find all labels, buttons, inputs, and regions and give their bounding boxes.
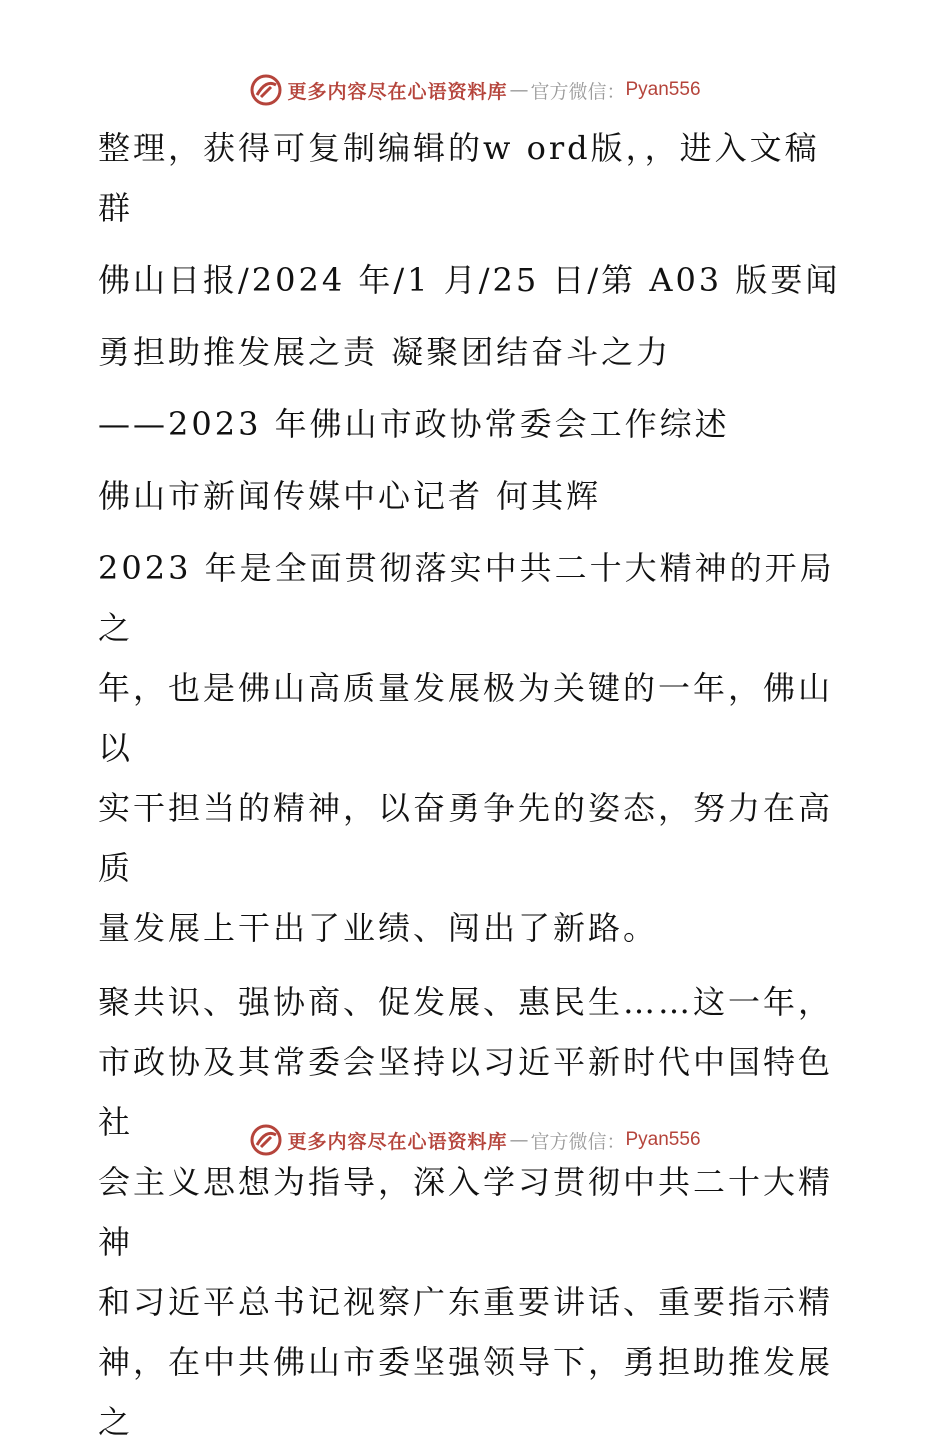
header-separator: —	[509, 79, 529, 101]
paragraph-1-line-1: 2023 年是全面贯彻落实中共二十大精神的开局之	[98, 549, 835, 647]
paragraph-1-line-3: 实干担当的精神，以奋勇争先的姿态，努力在高质	[98, 789, 834, 887]
paragraph-2-line-2: 市政协及其常委会坚持以习近平新时代中国特色社	[98, 1043, 834, 1141]
header-banner	[0, 70, 950, 110]
subtitle: ——2023 年佛山市政协常委会工作综述	[98, 405, 730, 443]
footer-brand-text: 更多内容尽在心语资料库	[287, 1130, 508, 1153]
paragraph-2-line-3: 会主义思想为指导，深入学习贯彻中共二十大精神	[98, 1163, 834, 1261]
source-line: 佛山日报/2024 年/1 月/25 日/第 A03 版要闻	[98, 261, 841, 299]
paragraph-2-line-4: 和习近平总书记视察广东重要讲话、重要指示精	[98, 1283, 834, 1321]
paragraph-1-line-2: 年，也是佛山高质量发展极为关键的一年，佛山以	[98, 669, 834, 767]
intro-line-2: 群	[98, 189, 134, 227]
footer-separator: —	[509, 1129, 529, 1151]
brand-logo-icon	[249, 73, 283, 107]
document-body	[98, 118, 850, 1452]
paragraph-1-line-4: 量发展上干出了业绩、闯出了新路。	[98, 909, 659, 947]
footer-wechat-label: 官方微信：	[530, 1130, 626, 1153]
brand-logo-icon	[249, 1123, 283, 1157]
footer-banner	[0, 1120, 950, 1160]
paragraph-2-line-5: 神，在中共佛山市委坚强领导下，勇担助推发展之	[98, 1343, 834, 1441]
byline: 佛山市新闻传媒中心记者 何其辉	[98, 477, 602, 515]
paragraph-2-line-1: 聚共识、强协商、促发展、惠民生……这一年，	[98, 983, 834, 1021]
header-wechat-id: Pyan556	[625, 79, 701, 100]
header-brand-text: 更多内容尽在心语资料库	[287, 80, 508, 103]
headline: 勇担助推发展之责 凝聚团结奋斗之力	[98, 333, 672, 371]
footer-wechat-id: Pyan556	[625, 1129, 701, 1150]
header-wechat-label: 官方微信：	[530, 80, 626, 103]
intro-line-1: 整理，获得可复制编辑的w ord版，，进入文稿	[98, 129, 820, 167]
